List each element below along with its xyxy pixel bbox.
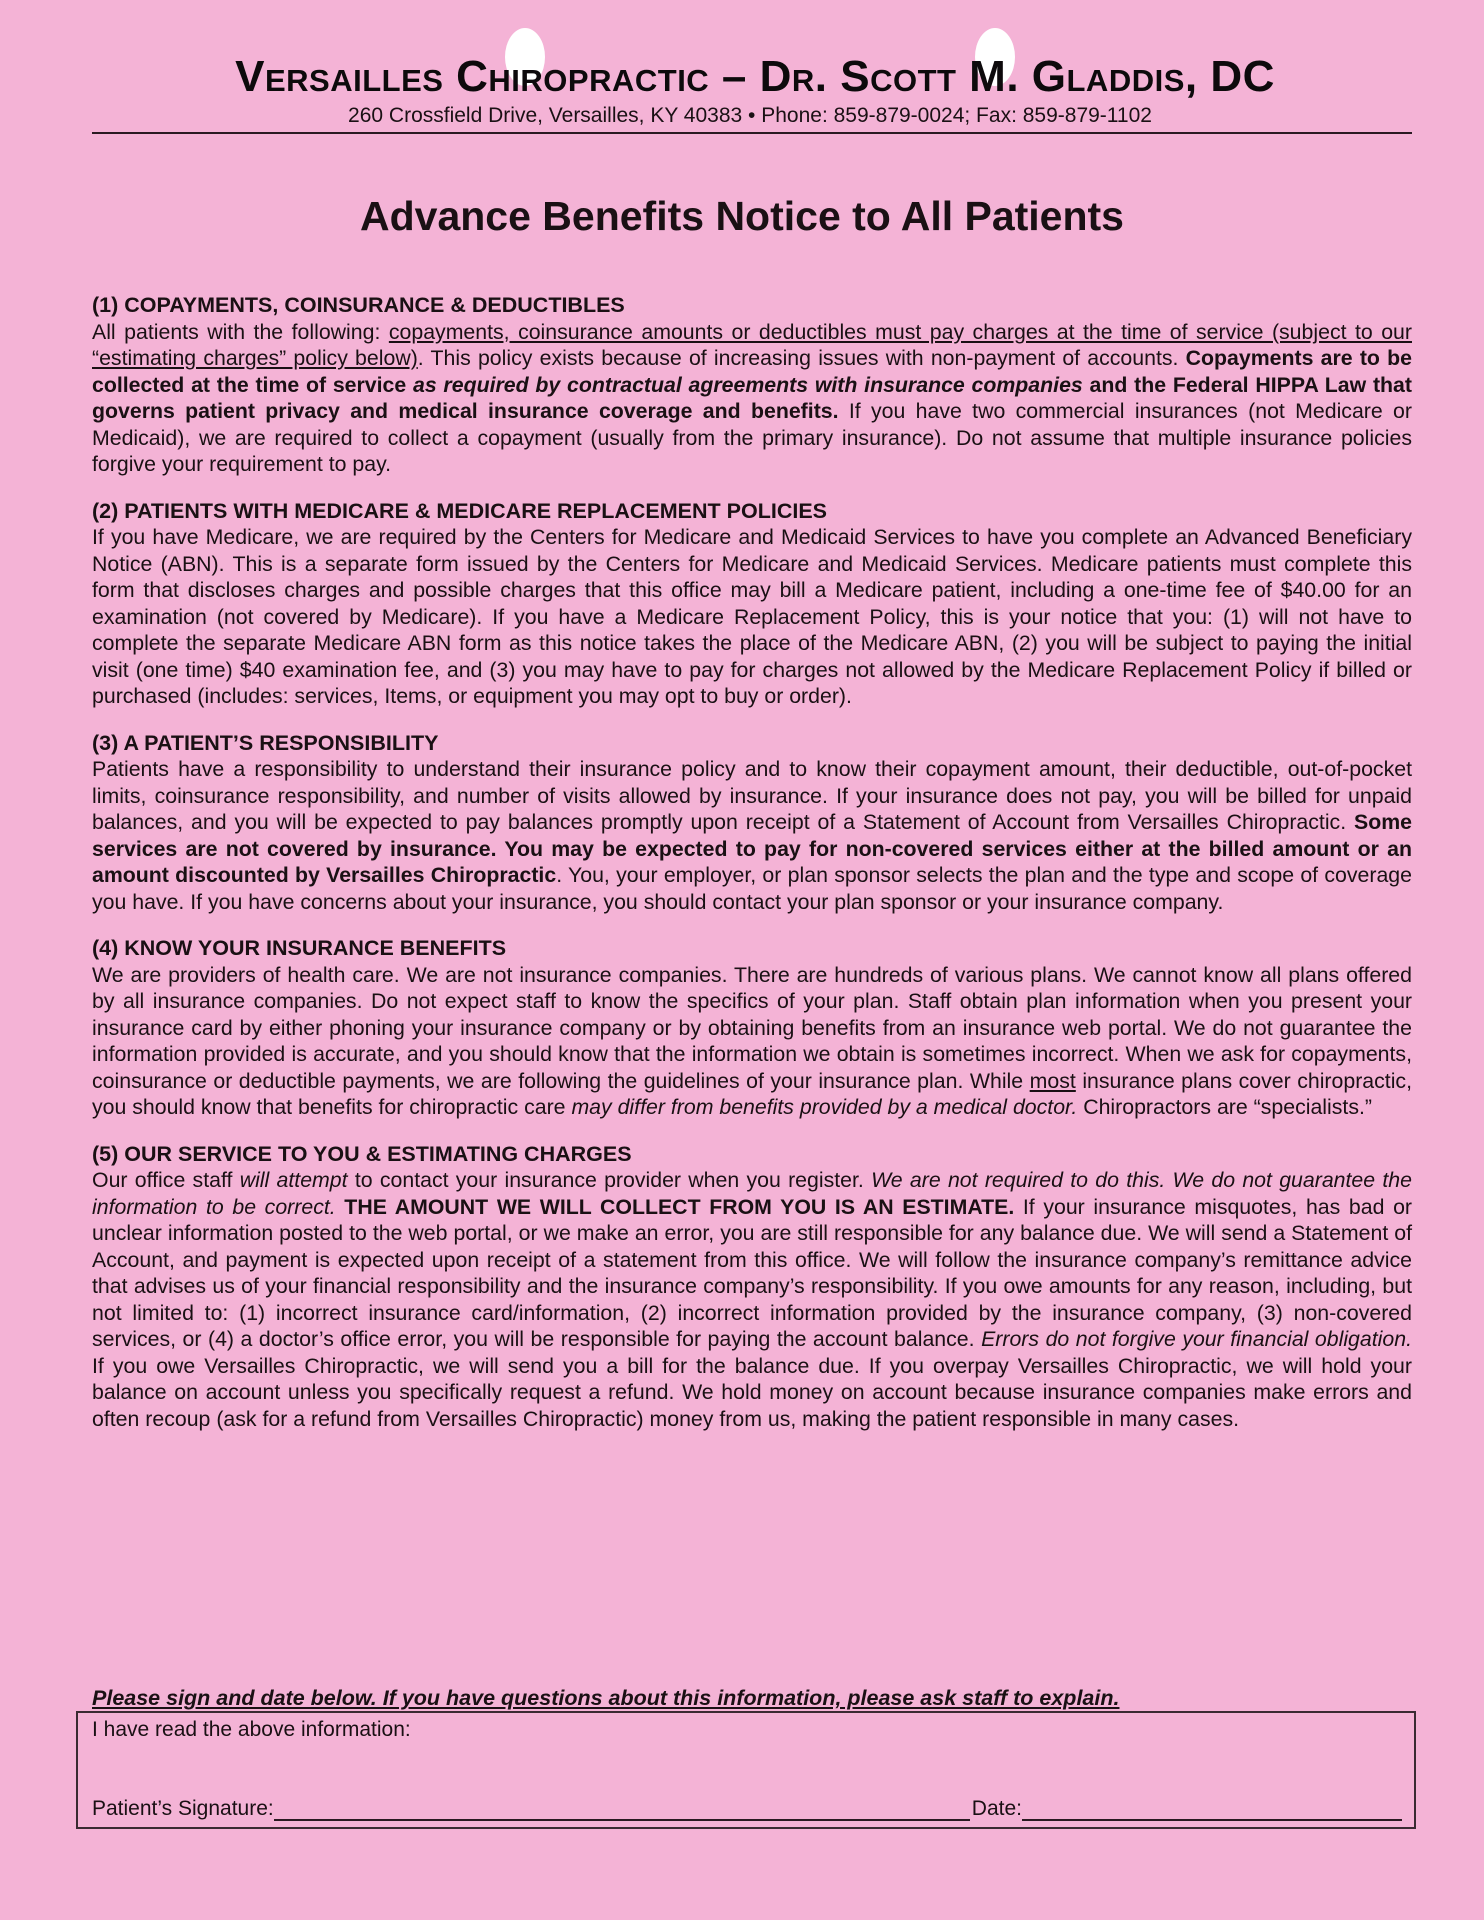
section-text	[92, 756, 1412, 915]
section-insurance-benefits	[92, 935, 1412, 1121]
text-run: Our office staff	[92, 1168, 240, 1192]
notice-body	[92, 292, 1412, 1452]
italic-text: We are not required to do this. We do not guarantee the information to be correct.	[92, 1168, 1412, 1219]
date-label: Date:	[971, 1797, 1022, 1820]
section-text	[92, 1167, 1412, 1432]
section-text: If you have Medicare, we are required by the Centers for Medicare and Medicaid Services to have you complete an Advanced Beneficiary Notice (ABN). This is a separate form issued by the Centers for Medicare and Medicaid Services. Medicare patients must complete this form that discloses charges and possible charges that this office may bill a Medicare patient, including a one-time fee of $40.00 for an examination (not covered by Medicare). If you have a Medicare Replacement Policy, this is your notice that you: (1) will not have to complete the separate Medicare ABN form as this notice takes the place of the Medicare ABN, (2) you will be subject to paying the initial visit (one time) $40 examination fee, and (3) you may have to pay for charges not allowed by the Medicare Replacement Policy if billed or purchased (includes: services, Items, or equipment you may opt to buy or order).	[92, 525, 1412, 708]
section-estimating-charges	[92, 1141, 1412, 1433]
text-run: If you have two commercial insurances (not Medicare or Medicaid), we are required to collect a copayment (usually from the primary insurance). Do not assume that multiple insurance policies forgive your requirement to pay.	[92, 399, 1412, 476]
sign-instruction	[92, 1686, 1412, 1711]
italic-text: Errors do not forgive your financial obligation.	[981, 1327, 1413, 1351]
practice-address: 260 Crossfield Drive, Versailles, KY 40383 • Phone: 859-879-0024; Fax: 859-879-1102	[348, 104, 1152, 127]
section-heading: (4) KNOW YOUR INSURANCE BENEFITS	[92, 936, 507, 960]
section-heading: (3) A PATIENT’S RESPONSIBILITY	[92, 730, 439, 755]
section-patient-responsibility	[92, 730, 1412, 916]
bold-text: Copayments are to be collected at the time of service	[92, 346, 1412, 397]
signature-label: Patient’s Signature:	[92, 1797, 274, 1820]
signature-field[interactable]	[274, 1799, 970, 1821]
signature-row	[92, 1797, 1402, 1821]
underlined-text: copayments, coinsurance amounts or deductibles must pay charges at the time of service (subject to our “estimating charges” policy below)	[92, 319, 1412, 370]
sign-instruction-text: Please sign and date below. If you have questions about this information, please ask staff to explain.	[92, 1686, 1120, 1710]
section-copayments	[92, 292, 1412, 478]
section-medicare	[92, 498, 1412, 710]
bold-text: and the Federal HIPPA Law that governs patient privacy and medical insurance coverage and benefits.	[92, 372, 1412, 423]
section-text	[92, 319, 1412, 478]
italic-text: will attempt	[239, 1168, 348, 1192]
section-heading: (2) PATIENTS WITH MEDICARE & MEDICARE REPLACEMENT POLICIES	[92, 498, 827, 523]
text-run: If your insurance misquotes, has bad or unclear information posted to the web portal, or we make an error, you are still responsible for any balance due. We will send a Statement of Account, and payment is expected upon receipt of a statement from this office. We will follow the insurance company’s remittance advice that advises us of your financial responsibility and the insurance company’s responsibility. If you owe amounts for any reason, including, but not limited to: (1) incorrect insurance card/information, (2) incorrect information provided by the insurance company, (3) non-covered services, or (4) a doctor’s office error, you will be responsible for paying the account balance.	[92, 1194, 1413, 1351]
bold-text: THE AMOUNT WE WILL COLLECT FROM YOU IS AN ESTIMATE.	[335, 1194, 1015, 1219]
section-text	[92, 962, 1412, 1121]
section-heading: (5) OUR SERVICE TO YOU & ESTIMATING CHARGES	[92, 1141, 632, 1166]
text-run: Chiropractors are “specialists.”	[1077, 1095, 1372, 1119]
practice-name: Versailles Chiropractic – Dr. Scott M. Gladdis, DC	[235, 52, 1275, 101]
italic-text: may differ from benefits provided by a medical doctor.	[571, 1095, 1078, 1119]
header-divider	[92, 132, 1412, 134]
text-run: We are providers of health care. We are not insurance companies. There are hundreds of various plans. We cannot know all plans offered by all insurance companies. Do not expect staff to know the specifics of your plan. Staff obtain plan information when you present your insurance card by either phoning your insurance company or by obtaining benefits from an insurance web portal. We do not guarantee the information provided is accurate, and you should know that the information we obtain is sometimes incorrect. When we ask for copayments, coinsurance or deductible payments, we are following the guidelines of your insurance plan. While	[92, 962, 1412, 1093]
text-run: insurance plans cover chiropractic, you should know that benefits for chiropractic care	[92, 1068, 1412, 1119]
text-run: . This policy exists because of increasing issues with non-payment of accounts.	[417, 346, 1186, 370]
text-run: . You, your employer, or plan sponsor selects the plan and the type and scope of coverage you have. If you have concerns about your insurance, you should contact your plan sponsor or your insurance company.	[92, 863, 1412, 914]
signature-box	[76, 1711, 1416, 1829]
text-run: All patients with the following:	[92, 319, 389, 344]
section-heading: (1) COPAYMENTS, COINSURANCE & DEDUCTIBLES	[92, 293, 625, 317]
text-run: Patients have a responsibility to understand their insurance policy and to know their copayment amount, their deductible, out-of-pocket limits, coinsurance responsibility, and number of visits allowed by insurance. If your insurance does not pay, you will be billed for unpaid balances, and you will be expected to pay balances promptly upon receipt of a Statement of Account from Versailles Chiropractic.	[92, 757, 1412, 834]
acknowledgement-label: I have read the above information:	[92, 1718, 411, 1741]
page-title: Advance Benefits Notice to All Patients	[360, 193, 1124, 239]
underlined-text: most	[1029, 1068, 1076, 1093]
date-field[interactable]	[1022, 1799, 1402, 1821]
text-run: If you owe Versailles Chiropractic, we will send you a bill for the balance due. If you overpay Versailles Chiropractic, we will hold your balance on account unless you specifically request a refund. We hold money on account because insurance companies make errors and often recoup (ask for a refund from Versailles Chiropractic) money from us, making the patient responsible in many cases.	[92, 1353, 1412, 1431]
bold-text: Some services are not covered by insurance. You may be expected to pay for non-covered services either at the billed amount or an amount discounted by Versailles Chiropractic	[92, 810, 1412, 887]
text-run: to contact your insurance provider when you register.	[347, 1168, 872, 1192]
bold-italic-text: as required by contractual agreements with insurance companies	[413, 372, 1083, 397]
